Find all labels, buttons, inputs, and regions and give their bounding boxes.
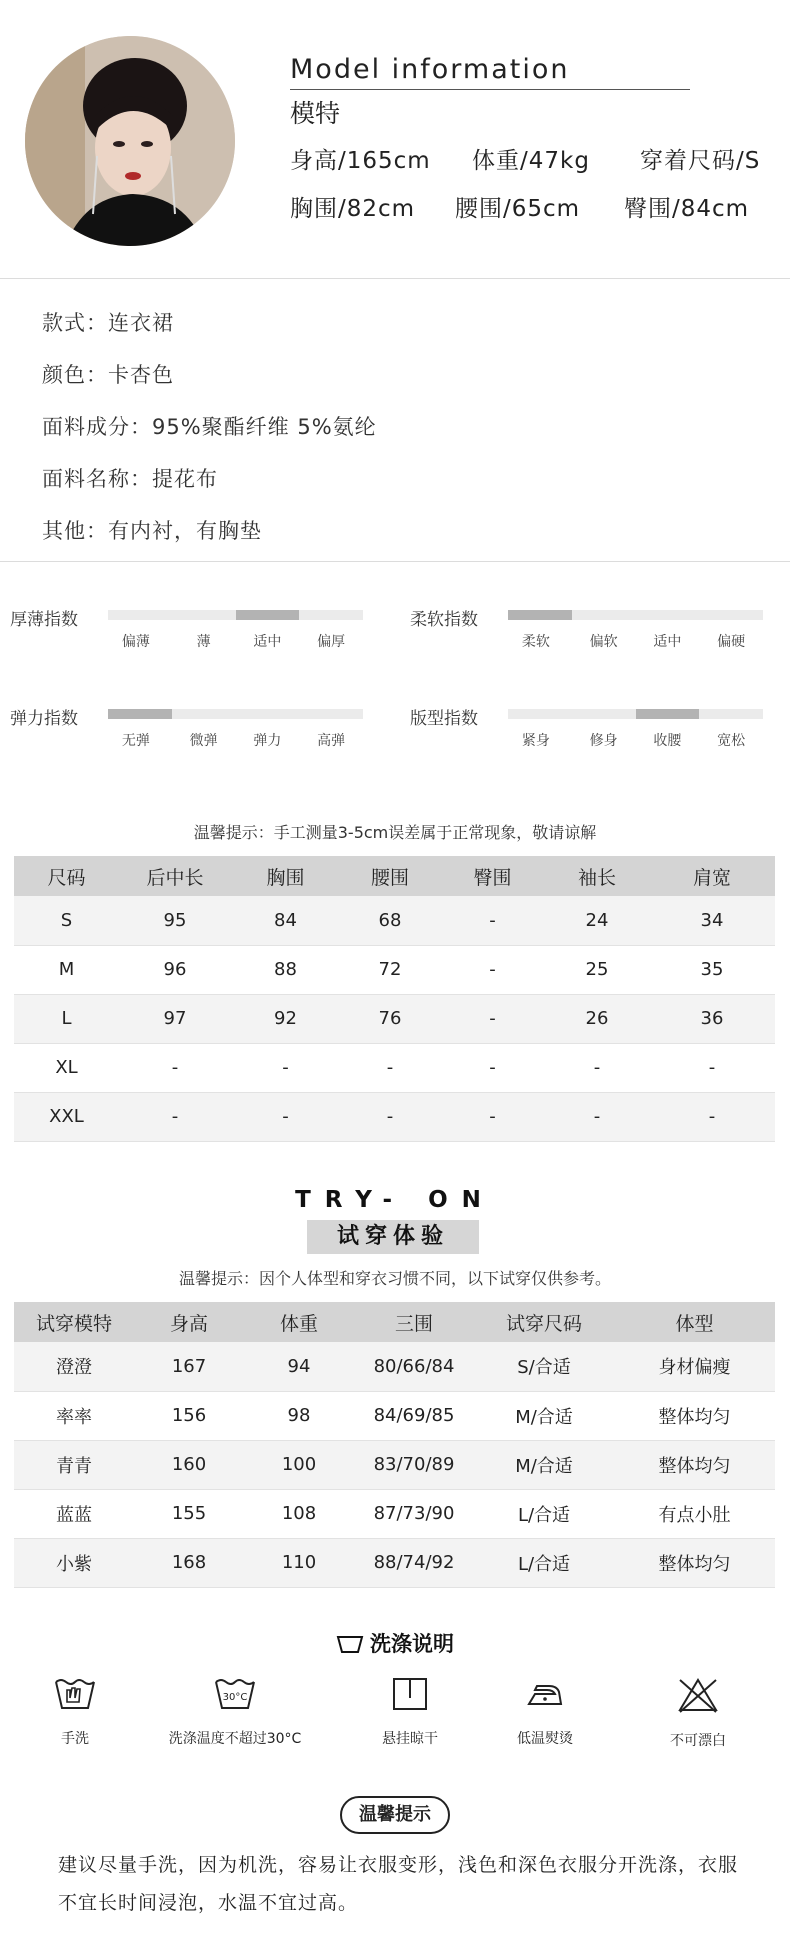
table-cell: 蓝蓝 xyxy=(14,1489,134,1538)
index-track xyxy=(108,610,363,620)
table-cell: L/合适 xyxy=(474,1489,614,1538)
tryon-badge: 试穿体验 xyxy=(307,1220,479,1254)
table-row xyxy=(14,1391,775,1440)
model-height: 身高/165cm xyxy=(290,148,431,174)
index-option: 修身 xyxy=(589,733,618,749)
index-option: 高弹 xyxy=(317,733,346,749)
table-row xyxy=(14,1342,775,1391)
table-header-row xyxy=(14,856,775,896)
table-row xyxy=(14,1489,775,1538)
table-row xyxy=(14,1538,775,1587)
table-cell: - xyxy=(545,1043,649,1092)
attr-other: 其他：有内衬，有胸垫 xyxy=(42,519,262,543)
table-cell: M/合适 xyxy=(474,1440,614,1489)
model-size: 穿着尺码/S xyxy=(640,148,761,174)
index-track xyxy=(508,709,763,719)
table-cell: 84 xyxy=(231,896,340,945)
index-option: 弹力 xyxy=(253,733,282,749)
care-label: 洗涤温度不超过30°C xyxy=(168,1731,302,1747)
table-cell: 率率 xyxy=(14,1391,134,1440)
column-header: 臀围 xyxy=(440,856,545,896)
table-cell: - xyxy=(649,1043,775,1092)
tryon-note: 温馨提示：因个人体型和穿衣习惯不同，以下试穿仅供参考。 xyxy=(178,1269,611,1288)
column-header: 尺码 xyxy=(14,856,119,896)
table-cell: 澄澄 xyxy=(14,1342,134,1391)
care-title-text: 洗涤说明 xyxy=(370,1632,454,1656)
table-cell: 76 xyxy=(340,994,440,1043)
table-cell: - xyxy=(119,1092,231,1141)
index-option: 适中 xyxy=(653,634,682,650)
table-cell: 87/73/90 xyxy=(354,1489,474,1538)
table-cell: 36 xyxy=(649,994,775,1043)
index-label: 弹力指数 xyxy=(10,709,78,729)
hang-dry-icon xyxy=(390,1676,430,1712)
table-row xyxy=(14,1440,775,1489)
table-cell: - xyxy=(440,994,545,1043)
index-option: 微弹 xyxy=(189,733,218,749)
column-header: 身高 xyxy=(134,1302,244,1342)
table-cell: 160 xyxy=(134,1440,244,1489)
table-cell: - xyxy=(440,896,545,945)
care-label: 悬挂晾干 xyxy=(382,1731,438,1747)
index-option: 宽松 xyxy=(717,733,746,749)
care-label: 手洗 xyxy=(61,1731,89,1747)
index-option: 适中 xyxy=(253,634,282,650)
table-cell: 108 xyxy=(244,1489,354,1538)
attr-style: 款式：连衣裙 xyxy=(42,311,174,335)
column-header: 胸围 xyxy=(231,856,340,896)
table-cell: - xyxy=(649,1092,775,1141)
index-label: 版型指数 xyxy=(410,709,478,729)
index-option: 紧身 xyxy=(521,733,550,749)
model-info-title: Model information xyxy=(290,54,570,85)
no-bleach-icon xyxy=(676,1676,720,1714)
table-cell: - xyxy=(231,1043,340,1092)
care-item-low-iron xyxy=(470,1676,620,1748)
wash-basin-icon xyxy=(336,1634,364,1654)
index-label: 柔软指数 xyxy=(410,610,478,630)
table-cell: 97 xyxy=(119,994,231,1043)
table-cell: - xyxy=(119,1043,231,1092)
table-cell: 整体均匀 xyxy=(614,1440,775,1489)
column-header: 体型 xyxy=(614,1302,775,1342)
attr-color: 颜色：卡杏色 xyxy=(42,363,174,387)
table-cell: - xyxy=(545,1092,649,1141)
model-subtitle: 模特 xyxy=(290,99,341,128)
table-cell: 80/66/84 xyxy=(354,1342,474,1391)
title-underline xyxy=(290,89,690,90)
table-row xyxy=(14,945,775,994)
tryon-table xyxy=(14,1302,775,1588)
index-selected-fill xyxy=(508,610,572,620)
table-cell: L/合适 xyxy=(474,1538,614,1587)
model-waist: 腰围/65cm xyxy=(455,196,581,222)
table-cell: 身材偏瘦 xyxy=(614,1342,775,1391)
table-cell: 156 xyxy=(134,1391,244,1440)
table-cell: 98 xyxy=(244,1391,354,1440)
table-cell: 95 xyxy=(119,896,231,945)
table-cell: - xyxy=(340,1043,440,1092)
table-cell: 整体均匀 xyxy=(614,1538,775,1587)
column-header: 后中长 xyxy=(119,856,231,896)
table-cell: 88 xyxy=(231,945,340,994)
table-cell: - xyxy=(231,1092,340,1141)
table-row xyxy=(14,1043,775,1092)
table-cell: 100 xyxy=(244,1440,354,1489)
table-cell: 68 xyxy=(340,896,440,945)
table-row xyxy=(14,896,775,945)
divider xyxy=(0,278,790,279)
index-track xyxy=(508,610,763,620)
hand-wash-icon xyxy=(53,1676,97,1712)
model-weight: 体重/47kg xyxy=(472,148,590,174)
table-cell: 有点小肚 xyxy=(614,1489,775,1538)
index-selected-fill xyxy=(108,709,172,719)
table-cell: 26 xyxy=(545,994,649,1043)
care-title xyxy=(0,1628,790,1658)
table-cell: 110 xyxy=(244,1538,354,1587)
index-option: 偏厚 xyxy=(317,634,346,650)
table-cell: 83/70/89 xyxy=(354,1440,474,1489)
divider xyxy=(0,561,790,562)
table-cell: M xyxy=(14,945,119,994)
index-option: 柔软 xyxy=(521,634,550,650)
column-header: 试穿尺码 xyxy=(474,1302,614,1342)
care-item-hang-dry xyxy=(335,1676,485,1748)
table-cell: 34 xyxy=(649,896,775,945)
table-header-row xyxy=(14,1302,775,1342)
wash-temp: 30°C xyxy=(222,1692,248,1703)
index-option: 收腰 xyxy=(653,733,682,749)
tryon-title: TRY- ON xyxy=(295,1187,495,1213)
table-cell: XL xyxy=(14,1043,119,1092)
index-selected-fill xyxy=(236,610,300,620)
table-cell: 167 xyxy=(134,1342,244,1391)
model-avatar xyxy=(25,36,235,246)
index-label: 厚薄指数 xyxy=(10,610,78,630)
table-cell: 72 xyxy=(340,945,440,994)
index-option: 薄 xyxy=(196,634,211,650)
table-cell: 168 xyxy=(134,1538,244,1587)
wash-30-icon xyxy=(213,1676,257,1712)
attr-fabric: 面料名称：提花布 xyxy=(42,467,218,491)
table-cell: - xyxy=(440,945,545,994)
column-header: 体重 xyxy=(244,1302,354,1342)
low-iron-icon xyxy=(523,1676,567,1712)
table-cell: - xyxy=(440,1043,545,1092)
table-cell: 整体均匀 xyxy=(614,1391,775,1440)
care-item-hand-wash xyxy=(0,1676,150,1748)
table-cell: S/合适 xyxy=(474,1342,614,1391)
table-cell: S xyxy=(14,896,119,945)
table-cell: 小紫 xyxy=(14,1538,134,1587)
table-cell: L xyxy=(14,994,119,1043)
table-cell: 96 xyxy=(119,945,231,994)
column-header: 腰围 xyxy=(340,856,440,896)
table-row xyxy=(14,1092,775,1141)
column-header: 三围 xyxy=(354,1302,474,1342)
attr-composition: 面料成分：95%聚酯纤维 5%氨纶 xyxy=(42,415,377,439)
table-cell: XXL xyxy=(14,1092,119,1141)
tips-title: 温馨提示 xyxy=(340,1796,450,1834)
model-bust: 胸围/82cm xyxy=(290,196,416,222)
column-header: 试穿模特 xyxy=(14,1302,134,1342)
size-note: 温馨提示：手工测量3-5cm误差属于正常现象，敬请谅解 xyxy=(193,823,597,842)
table-cell: 155 xyxy=(134,1489,244,1538)
column-header: 肩宽 xyxy=(649,856,775,896)
table-cell: 青青 xyxy=(14,1440,134,1489)
care-item-wash-30 xyxy=(160,1676,310,1748)
index-option: 偏软 xyxy=(589,634,618,650)
care-label: 不可漂白 xyxy=(670,1733,726,1749)
index-option: 偏硬 xyxy=(717,634,746,650)
table-cell: 88/74/92 xyxy=(354,1538,474,1587)
table-cell: 25 xyxy=(545,945,649,994)
table-cell: M/合适 xyxy=(474,1391,614,1440)
table-cell: 94 xyxy=(244,1342,354,1391)
model-hip: 臀围/84cm xyxy=(624,196,750,222)
tips-text: 建议尽量手洗，因为机洗，容易让衣服变形，浅色和深色衣服分开洗涤，衣服不宜长时间浸泡，水温不宜过高。 xyxy=(58,1854,739,1914)
table-row xyxy=(14,994,775,1043)
index-option: 无弹 xyxy=(121,733,150,749)
column-header: 袖长 xyxy=(545,856,649,896)
size-table xyxy=(14,856,775,1142)
index-track xyxy=(108,709,363,719)
table-cell: 92 xyxy=(231,994,340,1043)
care-item-no-bleach xyxy=(623,1676,773,1750)
index-selected-fill xyxy=(636,709,700,719)
table-cell: - xyxy=(440,1092,545,1141)
care-label: 低温熨烫 xyxy=(517,1731,573,1747)
index-option: 偏薄 xyxy=(121,634,150,650)
table-cell: - xyxy=(340,1092,440,1141)
table-cell: 24 xyxy=(545,896,649,945)
table-cell: 35 xyxy=(649,945,775,994)
table-cell: 84/69/85 xyxy=(354,1391,474,1440)
